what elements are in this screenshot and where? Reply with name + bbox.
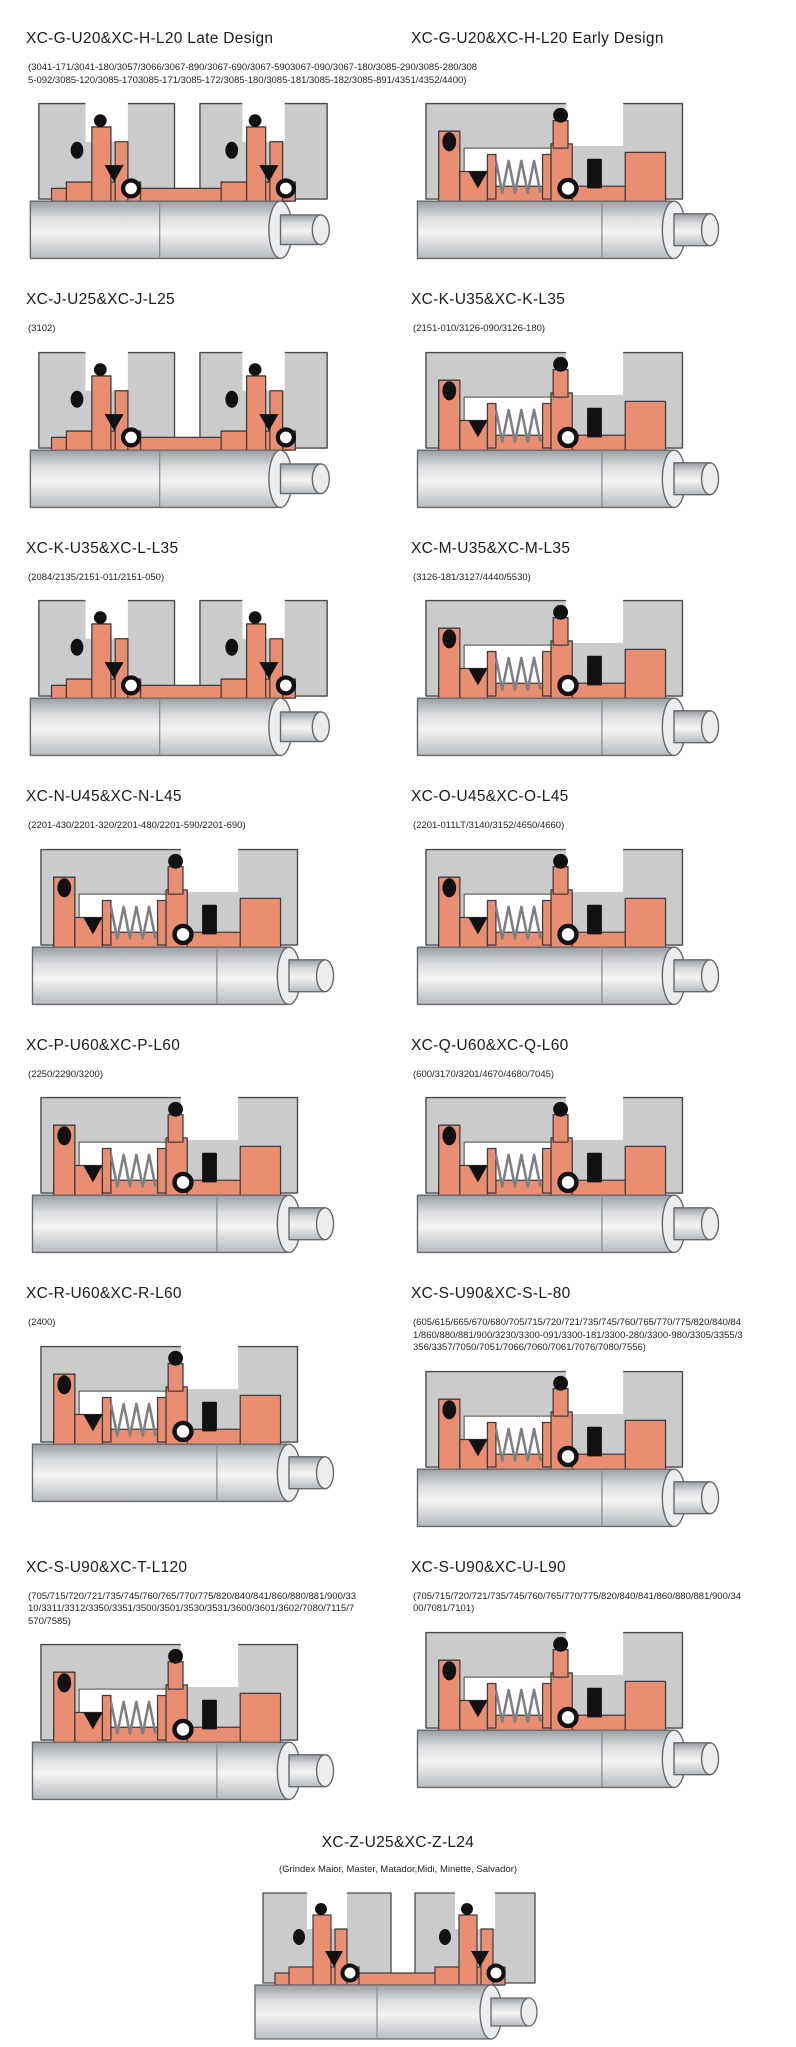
seal-cross-section-diagram: [409, 344, 727, 516]
seal-cross-section-diagram: [409, 592, 727, 764]
row-1-diagrams: [0, 87, 796, 267]
section-title: XC-Z-U25&XC-Z-L24: [321, 1834, 475, 1851]
footer-section: [0, 1834, 796, 2047]
row-4: [0, 764, 796, 1013]
section-title: XC-O-U45&XC-O-L45: [411, 788, 569, 805]
row-7: [0, 1535, 796, 1809]
row-3: [0, 516, 796, 765]
section-title: XC-G-U20&XC-H-L20 Late Design: [26, 30, 274, 47]
section-title: XC-S-U90&XC-T-L120: [26, 1558, 188, 1576]
seal-cross-section-diagram: [24, 841, 342, 1013]
section-title: XC-K-U35&XC-K-L35: [411, 291, 566, 308]
section: [22, 1013, 389, 1262]
section: [407, 1013, 774, 1262]
seal-cross-section-diagram: [24, 1089, 342, 1261]
model-numbers: (705/715/720/721/735/745/760/765/770/775/820/840/841/860/880/881/900/3400/7081/7101): [413, 1590, 742, 1614]
row-2: [0, 267, 796, 516]
model-numbers: (2201-011LT/3140/3152/4650/4660): [413, 820, 565, 831]
seal-cross-section-diagram: [24, 1636, 342, 1808]
model-numbers: (2201-430/2201-320/2201-480/2201-590/2201-690): [28, 820, 246, 831]
row-5: [0, 1013, 796, 1262]
section: [22, 764, 389, 1013]
seal-cross-section-diagram: [249, 1885, 549, 2047]
section: [22, 1261, 389, 1535]
model-numbers: (600/3170/3201/4670/4680/7045): [413, 1068, 555, 1080]
row-6: [0, 1261, 796, 1535]
seal-cross-section-diagram: [409, 1363, 727, 1535]
section: [407, 764, 774, 1013]
section-title: XC-P-U60&XC-P-L60: [26, 1036, 181, 1054]
model-numbers: (2250/2290/3200): [28, 1068, 104, 1080]
seal-cross-section-diagram: [409, 95, 727, 267]
seal-cross-section-diagram: [409, 841, 727, 1013]
model-numbers: (705/715/720/721/735/745/760/765/770/775/820/840/841/860/880/881/900/3310/3311/3312/3350/3351/3500/3501/3530/3531/3600/3601/3602/7080/7115/7570/7585): [28, 1590, 357, 1627]
seal-cross-section-diagram: [409, 1089, 727, 1261]
model-numbers: (605/615/665/670/680/705/715/720/721/735/745/760/765/770/775/820/840/841/860/880/881/900/3230/3300-091/3300-181/3300-280/3300-980/3305/3355/3356/3357/7050/7051/7066/7060/7061/7076/7080/7556): [413, 1317, 743, 1353]
section: [407, 267, 774, 516]
seal-cross-section-diagram: [409, 1624, 727, 1796]
section-title: XC-S-U90&XC-S-L-80: [411, 1285, 571, 1302]
row-1-titles: [0, 6, 796, 48]
section-title: XC-N-U45&XC-N-L45: [26, 788, 182, 805]
section-title: XC-K-U35&XC-L-L35: [26, 539, 179, 557]
section-title: XC-M-U35&XC-M-L35: [411, 539, 571, 557]
model-numbers: (2084/2135/2151-011/2151-050): [28, 571, 165, 583]
section: [407, 1261, 774, 1535]
model-numbers: (3102): [28, 323, 56, 334]
model-numbers: (2400): [28, 1317, 56, 1328]
seal-cross-section-diagram: [24, 95, 342, 267]
section: [22, 1535, 389, 1809]
section: [407, 1535, 774, 1809]
section-title: XC-S-U90&XC-U-L90: [411, 1558, 566, 1576]
section: [407, 516, 774, 765]
model-numbers: (3041-171/3041-180/3057/3066/3067-890/3067-690/3067-5903067-090/3067-180/3085-290/3085-280/3085-092/3085-120/3085-1703085-171/3085-172/3085-180/3085-181/3085-182/3085-891/4351/4352/4400): [28, 62, 478, 86]
seal-cross-section-diagram: [24, 344, 342, 516]
section-title: XC-G-U20&XC-H-L20 Early Design: [411, 30, 664, 47]
section-title: XC-J-U25&XC-J-L25: [26, 291, 175, 308]
model-numbers: (2151-010/3126-090/3126-180): [413, 323, 546, 334]
section: [22, 267, 389, 516]
model-numbers: (Grindex Maior, Master, Matador,Midi, Minette, Salvador): [278, 1864, 518, 1875]
section-title: XC-R-U60&XC-R-L60: [26, 1285, 182, 1302]
model-numbers: (3126-181/3127/4440/5530): [413, 571, 531, 583]
section-title: XC-Q-U60&XC-Q-L60: [411, 1036, 569, 1054]
section: [22, 516, 389, 765]
seal-cross-section-diagram: [24, 592, 342, 764]
seal-cross-section-diagram: [24, 1338, 342, 1510]
